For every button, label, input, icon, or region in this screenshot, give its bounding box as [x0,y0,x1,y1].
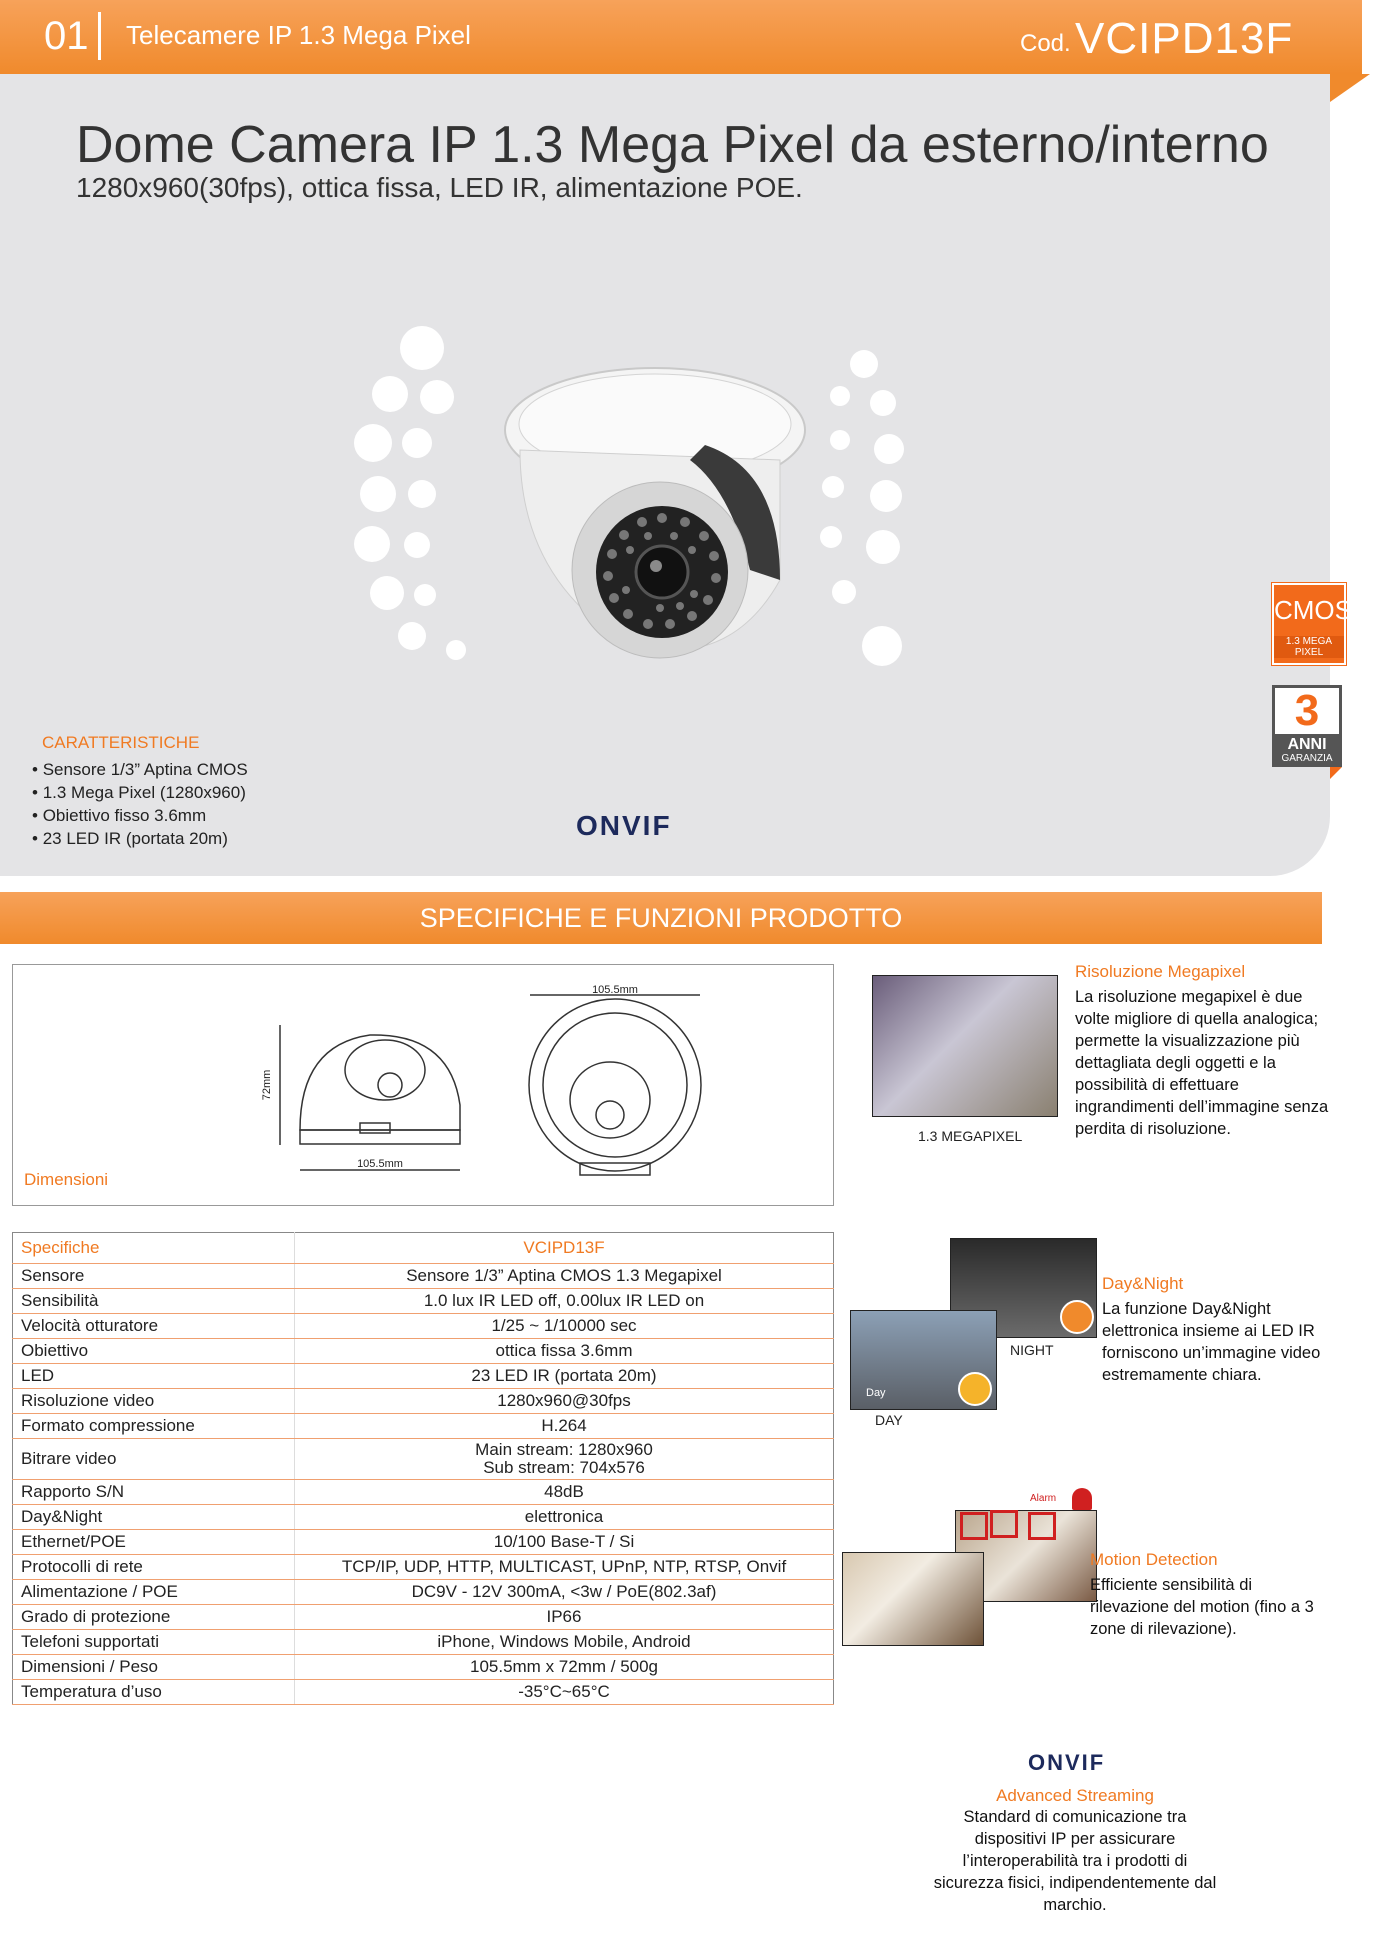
spec-row [13,1439,834,1480]
spec-key: Ethernet/POE [13,1530,295,1555]
product-code: VCIPD13F [1075,14,1294,63]
cmos-badge-sub: 1.3 MEGA PIXEL [1274,636,1344,658]
streaming-title: Advanced Streaming [996,1786,1154,1805]
warranty-sub: GARANZIA [1281,753,1333,764]
day-label: DAY [875,1412,903,1428]
spec-value: 23 LED IR (portata 20m) [295,1364,834,1389]
spec-key: Velocità otturatore [13,1314,295,1339]
spec-row [13,1339,834,1364]
corner-fold [1330,74,1370,102]
motion-title: Motion Detection [1090,1550,1218,1569]
spec-row [13,1530,834,1555]
streaming-onvif-logo: ONVIF [1028,1750,1106,1775]
spec-row [13,1580,834,1605]
spec-value: elettronica [295,1505,834,1530]
spec-row [13,1555,834,1580]
spec-key: LED [13,1364,295,1389]
page-number: 01 [44,14,89,58]
spec-value: Sensore 1/3” Aptina CMOS 1.3 Megapixel [295,1264,834,1289]
motion-text: Efficiente sensibilità di rilevazione del motion (fino a 3 zone di rilevazione). [1090,1576,1314,1638]
motion-zone-box [960,1512,988,1540]
motion-image-2 [842,1552,984,1646]
spec-key: Telefoni supportati [13,1630,295,1655]
night-label: NIGHT [1010,1342,1054,1358]
header-bar [0,0,1362,74]
feature-item: • 23 LED IR (portata 20m) [32,827,248,850]
spec-row [13,1680,834,1705]
spec-key: Sensibilità [13,1289,295,1314]
spec-value: IP66 [295,1605,834,1630]
day-tag: Day [866,1387,886,1399]
spec-value: 1280x960@30fps [295,1389,834,1414]
spec-row [13,1655,834,1680]
product-title: Dome Camera IP 1.3 Mega Pixel da esterno/interno [76,116,1269,174]
spec-row [13,1630,834,1655]
feature-item: • Sensore 1/3” Aptina CMOS [32,758,248,781]
megapixel-text: La risoluzione megapixel è due volte migliore di quella analogica; permette la visualizzazione più dettagliata degli oggetti e la possibilità di effettuare ingrandimenti dell’immagine senza perdita di risoluzione. [1075,988,1329,1138]
dim-width: 105.5mm [357,1158,403,1170]
spec-header-value: VCIPD13F [295,1233,834,1264]
spec-key: Obiettivo [13,1339,295,1364]
spec-value: 48dB [295,1480,834,1505]
spec-key: Sensore [13,1264,295,1289]
category-title: Telecamere IP 1.3 Mega Pixel [126,20,471,50]
spec-row [13,1314,834,1339]
day-sun-icon [958,1372,992,1406]
spec-key: Risoluzione video [13,1389,295,1414]
spec-row [13,1414,834,1439]
features-list [32,758,248,850]
alarm-label: Alarm [1030,1493,1057,1504]
dome-camera-image [480,350,820,680]
spec-value: ottica fissa 3.6mm [295,1339,834,1364]
dim-top-width: 105.5mm [592,985,638,996]
spec-key: Protocolli di rete [13,1555,295,1580]
spec-value: 10/100 Base-T / Si [295,1530,834,1555]
daynight-text: La funzione Day&Night elettronica insieme ai LED IR forniscono un’immagine video estremamente chiara. [1102,1300,1321,1384]
daynight-title: Day&Night [1102,1274,1184,1293]
spec-key: Rapporto S/N [13,1480,295,1505]
spec-row [13,1389,834,1414]
dim-height: 72mm [261,1069,273,1101]
dimensions-label: Dimensioni [24,1170,109,1189]
spec-key: Day&Night [13,1505,295,1530]
spec-value: H.264 [295,1414,834,1439]
feature-item: • Obiettivo fisso 3.6mm [32,804,248,827]
spec-key: Bitrare video [13,1439,295,1480]
spec-value: iPhone, Windows Mobile, Android [295,1630,834,1655]
header-divider [98,12,101,60]
spec-row [13,1505,834,1530]
megapixel-image [872,975,1058,1117]
spec-section-title: SPECIFICHE E FUNZIONI PRODOTTO [419,903,903,933]
spec-row [13,1264,834,1289]
code-label: Cod. [1020,30,1071,57]
spec-table [12,1232,834,1705]
spec-table-header [13,1233,834,1264]
megapixel-title: Risoluzione Megapixel [1075,962,1246,981]
spec-value: DC9V - 12V 300mA, <3w / PoE(802.3af) [295,1580,834,1605]
motion-zone-box [1028,1512,1056,1540]
warranty-badge-tail [1330,767,1342,779]
spec-key: Dimensioni / Peso [13,1655,295,1680]
spec-key: Alimentazione / POE [13,1580,295,1605]
alarm-icon [1072,1488,1092,1510]
product-subtitle: 1280x960(30fps), ottica fissa, LED IR, alimentazione POE. [76,172,803,203]
spec-value: 105.5mm x 72mm / 500g [295,1655,834,1680]
spec-value: TCP/IP, UDP, HTTP, MULTICAST, UPnP, NTP, RTSP, Onvif [295,1555,834,1580]
streaming-text: Standard di comunicazione tra dispositivi IP per assicurare l’interoperabilità tra i prodotti di sicurezza fisici, indipendentemente dal marchio. [933,1808,1217,1914]
features-title: CARATTERISTICHE [42,733,200,752]
warranty-badge [1272,685,1342,767]
decorative-dots-right [810,330,930,680]
spec-row [13,1480,834,1505]
night-moon-icon [1060,1300,1094,1334]
spec-value-line: Main stream: 1280x960 [475,1440,653,1459]
spec-value-line: Sub stream: 704x576 [483,1458,645,1477]
onvif-logo: ONVIF [576,810,672,841]
spec-value: 1/25 ~ 1/10000 sec [295,1314,834,1339]
feature-item: • 1.3 Mega Pixel (1280x960) [32,781,248,804]
cmos-badge-title: CMOS [1274,595,1352,625]
motion-zone-box [990,1510,1018,1538]
spec-header-key: Specifiche [13,1233,295,1264]
spec-key: Temperatura d’uso [13,1680,295,1705]
megapixel-caption: 1.3 MEGAPIXEL [918,1128,1023,1144]
warranty-number: 3 [1275,688,1339,734]
spec-value: -35°C~65°C [295,1680,834,1705]
spec-section-bar [0,892,1322,944]
cmos-badge [1272,583,1352,665]
spec-rows [13,1264,834,1705]
warranty-word: ANNI [1287,736,1327,753]
spec-key: Formato compressione [13,1414,295,1439]
spec-value [295,1439,834,1480]
spec-row [13,1289,834,1314]
spec-value: 1.0 lux IR LED off, 0.00lux IR LED on [295,1289,834,1314]
spec-row [13,1364,834,1389]
spec-row [13,1605,834,1630]
dimension-drawing [260,985,740,1180]
spec-key: Grado di protezione [13,1605,295,1630]
